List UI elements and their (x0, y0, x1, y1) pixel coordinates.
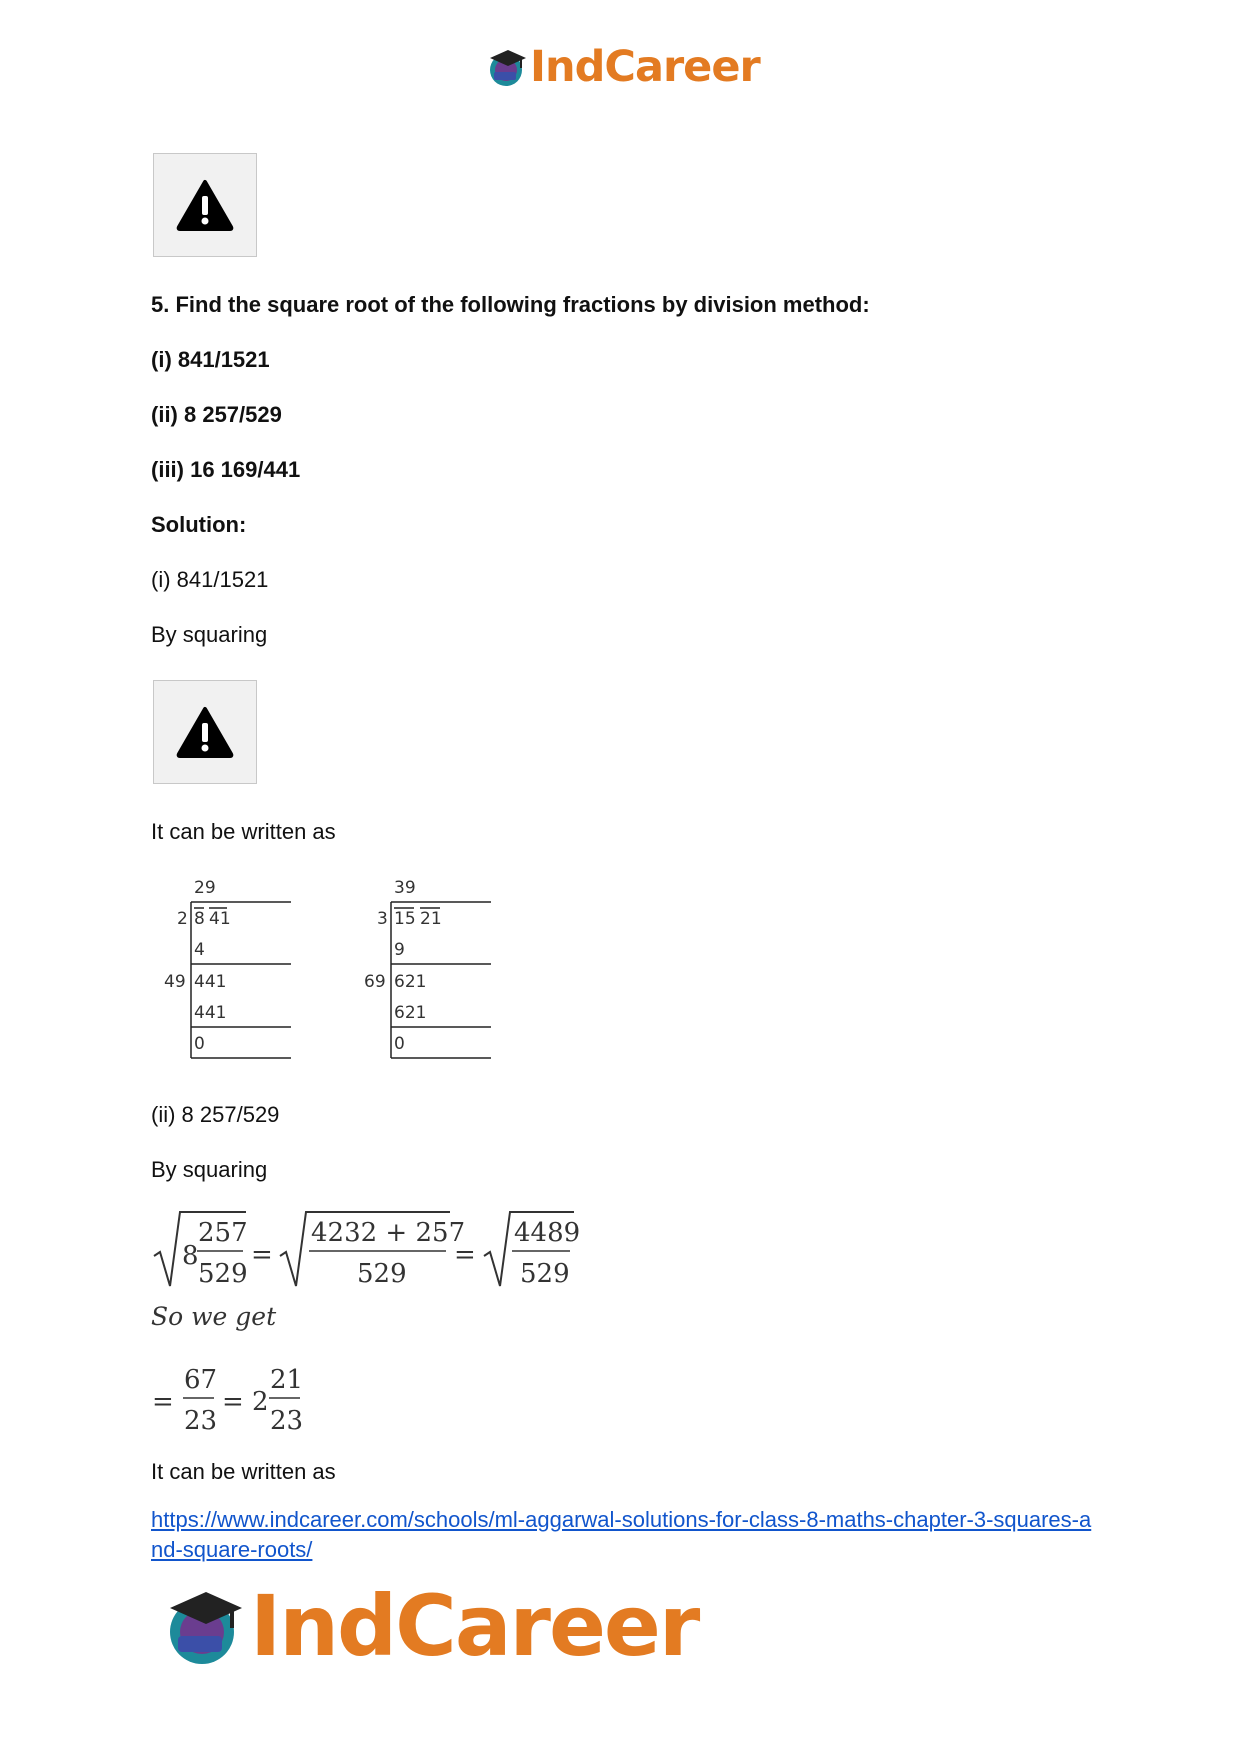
quotient: 39 (394, 878, 416, 898)
question-title: 5. Find the square root of the following fractions by division method: (151, 292, 870, 317)
divisor-2: 49 (164, 972, 186, 992)
subtrahend-1: 4 (194, 940, 205, 960)
question-part-iii: (iii) 16 169/441 (151, 457, 301, 482)
division-841 (164, 878, 291, 1058)
footer-logo (162, 1576, 698, 1676)
broken-image-placeholder (153, 153, 257, 257)
solution-heading: Solution: (151, 512, 247, 537)
final-remainder: 0 (194, 1034, 205, 1054)
equals-sign: = (152, 1387, 174, 1417)
numerator: 257 (198, 1218, 248, 1248)
divisor-1: 3 (377, 909, 388, 929)
question-part-ii: (ii) 8 257/529 (151, 402, 282, 427)
source-link[interactable]: https://www.indcareer.com/schools/ml-aggarwal-solutions-for-class-8-maths-chapter-3-squares-and-square-roots/ (151, 1507, 1092, 1562)
denominator: 23 (270, 1406, 304, 1436)
digit-pair: 21 (420, 909, 442, 929)
mixed-whole: 2 (252, 1387, 269, 1417)
long-division-figure (150, 872, 510, 1064)
subtrahend-1: 9 (394, 940, 405, 960)
by-squaring-text: By squaring (151, 1157, 268, 1182)
quotient: 29 (194, 878, 216, 898)
warning-icon (176, 179, 234, 231)
numerator: 4489 (514, 1218, 581, 1248)
final-remainder: 0 (394, 1034, 405, 1054)
question-part-i: (i) 841/1521 (151, 347, 270, 372)
digit-pair: 8 (194, 909, 205, 929)
remainder-1: 441 (194, 972, 227, 992)
equals-sign: = (251, 1240, 273, 1270)
subtrahend-2: 621 (394, 1003, 427, 1023)
logo-text: IndCareer (250, 1577, 699, 1675)
numerator: 4232 + 257 (311, 1218, 466, 1248)
denominator: 529 (357, 1259, 407, 1289)
equals-sign: = (222, 1387, 244, 1417)
divisor-2: 69 (364, 972, 386, 992)
digit-pair: 41 (209, 909, 231, 929)
header-logo (486, 38, 760, 96)
graduation-globe-icon (486, 46, 528, 88)
so-we-get-text: So we get (151, 1302, 277, 1331)
graduation-globe-icon (162, 1584, 246, 1668)
denominator: 529 (520, 1259, 570, 1289)
denominator: 23 (184, 1406, 218, 1436)
subtrahend-2: 441 (194, 1003, 227, 1023)
radical-equation (150, 1208, 590, 1292)
solution-part-ii-label: (ii) 8 257/529 (151, 1102, 280, 1127)
remainder-1: 621 (394, 972, 427, 992)
solution-part-i-label: (i) 841/1521 (151, 567, 269, 592)
denominator: 529 (198, 1259, 248, 1289)
result-equation (150, 1358, 330, 1438)
written-as-text: It can be written as (151, 1459, 336, 1484)
divisor-1: 2 (177, 909, 188, 929)
logo-text: IndCareer (530, 42, 760, 92)
broken-image-placeholder (153, 680, 257, 784)
digit-pair: 15 (394, 909, 416, 929)
numerator: 21 (270, 1365, 304, 1395)
mixed-whole: 8 (182, 1241, 199, 1271)
numerator: 67 (184, 1365, 218, 1395)
equals-sign: = (454, 1240, 476, 1270)
warning-icon (176, 706, 234, 758)
division-1521 (364, 878, 491, 1058)
written-as-text: It can be written as (151, 819, 336, 844)
by-squaring-text: By squaring (151, 622, 268, 647)
